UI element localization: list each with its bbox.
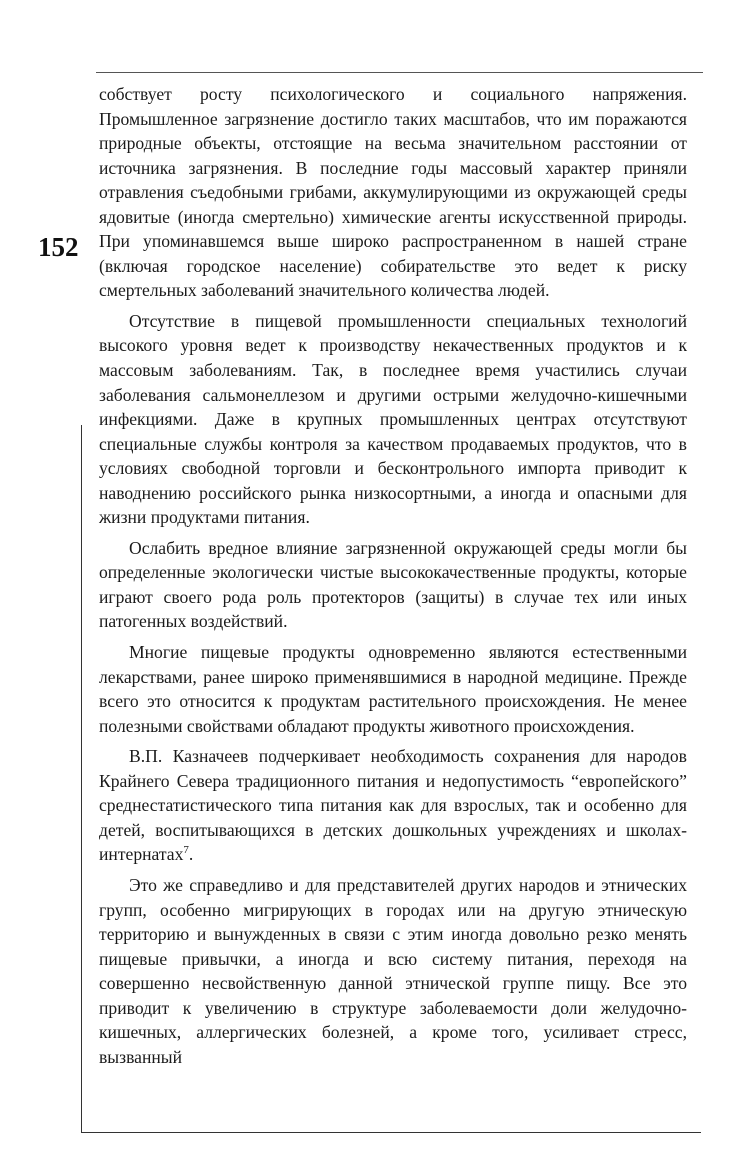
paragraph-5 (99, 744, 687, 867)
paragraph-5-end: . (188, 844, 194, 865)
footnote-marker[interactable]: 7 (183, 844, 189, 857)
page-number: 152 (38, 232, 79, 262)
text-column (99, 82, 687, 1069)
paragraph-1: собствует росту психологического и социального напряжения. Промышленное загрязнение достигло таких масштабов, что им поражаются природные объекты, отстоящие на весьма значительном расстоянии от источника загрязнения. В последние годы массовый характер приняли отравления съедобными грибами, аккумулирующими из окружающей среды ядовитые (иногда смертельно) химические агенты искусственной природы. При упоминавшемся выше широко распространенном в нашей стране (включая городское население) собирательстве это ведет к риску смертельных заболеваний значительного количества людей. (99, 84, 687, 301)
paragraph-4: Многие пищевые продукты одновременно являются естественными лекарствами, ранее широко применявшимися в народной медицине. Прежде всего это относится к продуктам растительного происхождения. Не менее полезными свойствами обладают продукты животного происхождения. (99, 642, 687, 736)
margin-rule (81, 425, 82, 1133)
paragraph-2: Отсутствие в пищевой промышленности специальных технологий высокого уровня ведет к производству некачественных продуктов и к массовым заболеваниям. Так, в последнее время участились случаи заболевания сальмонеллезом и другими острыми желудочно-кишечными инфекциями. Даже в крупных промышленных центрах отсутствуют специальные службы контроля за качеством продаваемых продуктов, что в условиях свободной торговли и бесконтрольного импорта приводит к наводнению российского рынка низкосортными, а иногда и опасными для жизни продуктами питания. (99, 310, 687, 528)
paragraph-6: Это же справедливо и для представителей других народов и этнических групп, особенно мигрирующих в городах или на другую этническую территорию и вынужденных в связи с этим иногда довольно резко менять пищевые привычки, а иногда и всю систему питания, переходя на совершенно несвойственную данной этнической группе пищу. Все это приводит к увеличению в структуре заболеваемости доли желудочно-кишечных, аллергических болезней, а кроме того, усиливает стресс, вызванный (99, 874, 687, 1067)
bottom-rule (81, 1132, 701, 1133)
paragraph-5-text: В.П. Казначеев подчеркивает необходимость сохранения для народов Крайнего Севера традиционного питания и недопустимость “европейского” среднестатистического типа питания как для взрослых, так и особенно для детей, воспитывающихся в детских дошкольных учреждениях и школах-интернатах (99, 746, 687, 865)
top-rule (96, 72, 703, 73)
paragraph-3: Ослабить вредное влияние загрязненной окружающей среды могли бы определенные экологически чистые высококачественные продукты, которые играют своего рода роль протекторов (защиты) в случае тех или иных патогенных воздействий. (99, 537, 687, 632)
